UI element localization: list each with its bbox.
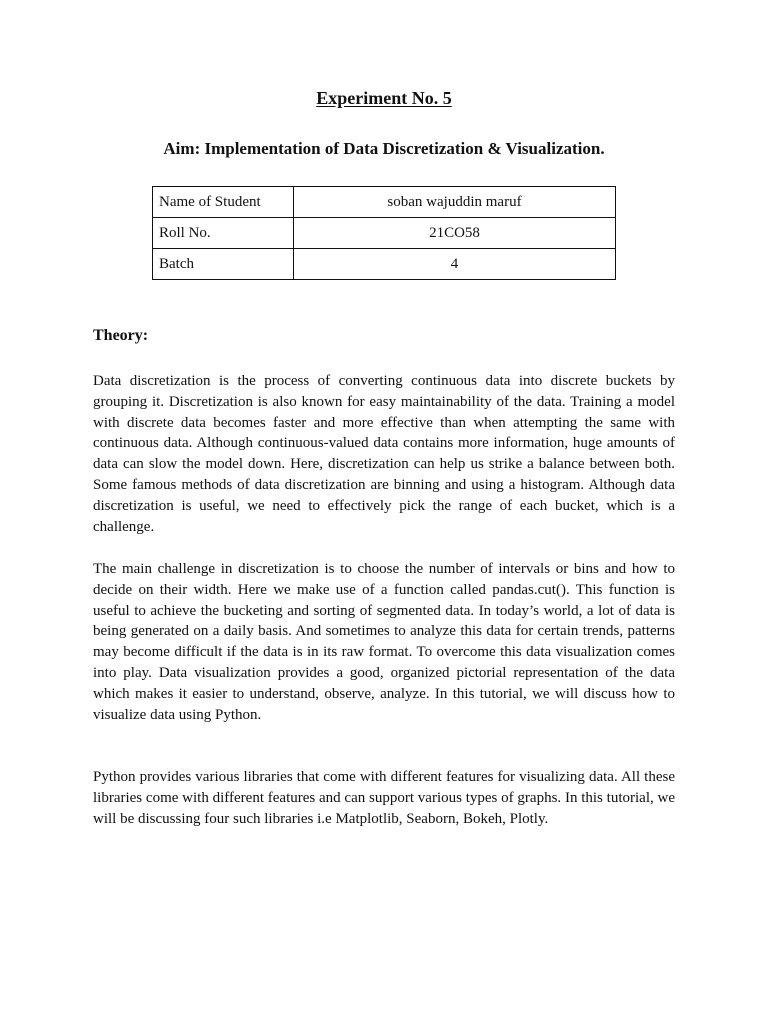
theory-heading: Theory:: [93, 327, 149, 344]
theory-paragraph-2: The main challenge in discretization is to choose the number of intervals or bins and how to decide on their width. Here we make use of a function called pandas.cut(). This function is useful to achieve the bucketing and sorting of segmented data. In today’s world, a lot of data is being generated on a daily basis. And sometimes to analyze this data for certain trends, patterns may become difficult if the data is in its raw format. To overcome this data visualization comes into play. Data visualization provides a good, organized pictorial representation of the data which makes it easier to understand, observe, analyze. In this tutorial, we will discuss how to visualize data using Python.: [93, 561, 675, 723]
student-info-table: [152, 186, 616, 280]
student-name-label: Name of Student: [153, 187, 294, 218]
experiment-title: Experiment No. 5: [316, 88, 452, 108]
batch-label: Batch: [153, 249, 294, 280]
student-name-value: soban wajuddin maruf: [294, 187, 616, 218]
roll-no-value: 21CO58: [294, 218, 616, 249]
theory-paragraph-3: Python provides various libraries that come with different features for visualizing data. All these libraries come with different features and can support various types of graphs. In this tutorial, we will be discussing four such libraries i.e Matplotlib, Seaborn, Bokeh, Plotly.: [93, 769, 675, 827]
aim-heading: Aim: Implementation of Data Discretization & Visualization.: [163, 139, 605, 158]
batch-value: 4: [294, 249, 616, 280]
theory-paragraph-1: Data discretization is the process of converting continuous data into discrete buckets by grouping it. Discretization is also known for easy maintainability of the data. Training a model with discrete data becomes faster and more effective than when attempting the same with continuous data. Although continuous-valued data contains more information, huge amounts of data can slow the model down. Here, discretization can help us strike a balance between both. Some famous methods of data discretization are binning and using a histogram. Although data discretization is useful, we need to effectively pick the range of each bucket, which is a challenge.: [93, 373, 675, 535]
roll-no-label: Roll No.: [153, 218, 294, 249]
table-row: [153, 187, 616, 218]
table-row: [153, 218, 616, 249]
table-row: [153, 249, 616, 280]
